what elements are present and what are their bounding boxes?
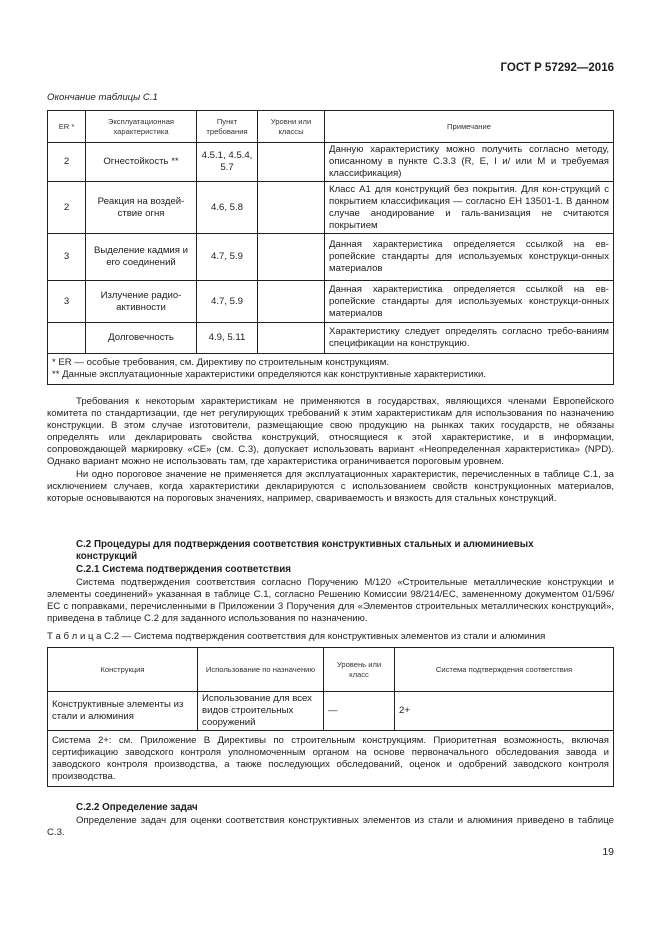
header-levels: Уровни или классы (258, 111, 325, 143)
punkt-cell: 4.7, 5.9 (197, 281, 258, 323)
system-cell: 2+ (395, 692, 614, 731)
levels-cell (258, 143, 325, 182)
table1-caption: Окончание таблицы С.1 (47, 92, 158, 103)
header-construction: Конструкция (48, 648, 198, 692)
header-er: ER * (48, 111, 86, 143)
er-cell: 2 (48, 143, 86, 182)
paragraph: Ни одно пороговое значение не применяется для эксплуатационных характеристик, перечисленных в таблице С.1, за исключением случаев, когда характеристики декларируются с использованием свойств конструкционных материалов, которые основываются на пороговых значениях, например, свариваемость и вязкость для стальных конструкций. (47, 468, 614, 504)
header-usage: Использование по назначению (198, 648, 324, 692)
paragraph: Определение задач для оценки соответствия конструктивных элементов из стали и алюминия приведено в таблице С.3. (47, 815, 614, 839)
header-system: Система подтверждения соответствия (395, 648, 614, 692)
table-row (48, 234, 614, 281)
document-id: ГОСТ Р 57292—2016 (500, 62, 614, 74)
section-c2-heading: С.2 Процедуры для подтверждения соответствия конструктивных стальных и алюминиевых конструкций (76, 539, 534, 562)
section-c21-heading: С.2.1 Система подтверждения соответствия (76, 564, 291, 575)
table-c1 (47, 110, 614, 385)
table-header-row (48, 648, 614, 692)
er-cell (48, 323, 86, 354)
table-row (48, 323, 614, 354)
table2-caption-text: — Система подтверждения соответствия для конструктивных элементов из стали и алюминия (119, 631, 546, 642)
table-c2 (47, 647, 614, 787)
table-footnotes (48, 354, 614, 385)
table2-caption-prefix: Т а б л и ц а С.2 (47, 631, 120, 642)
punkt-cell: 4.6, 5.8 (197, 182, 258, 234)
note-cell: Класс А1 для конструкций без покрытия. Для кон-струкций с покрытием классификация — согласно ЕН 13501-1. В данном случае анодирование и галь-ванизация не считаются покрытием (325, 182, 614, 234)
er-cell: 2 (48, 182, 86, 234)
table2-note: Система 2+: см. Приложение В Директивы по строительным конструкциям. Приоритетная возможность, включая сертификацию заводского контроля уполномоченным органом на основе первоначального обследования завода и заводского контроля производства, а также последующих обследований, оценок и одобрений заводского контроля производства. (48, 731, 614, 787)
characteristic-cell: Реакция на воздей-ствие огня (86, 182, 197, 234)
paragraph: Требования к некоторым характеристикам не применяются в государствах, являющихся членами Европейского комитета по стандартизации, где нет регулирующих требований к этим характеристикам для использования по назначению конструкции. В этом случае изготовители, размещающие свою продукцию на рынках таких государств, не обязаны определять или декларировать свойства конструкций, относящиеся к этой характеристике, и в информации, сопровождающей маркировку «СЕ» (см. С.3), допускает использовать вариант «Неопределенная характеристика» (NPD). Однако вариант можно не использовать там, где характеристика ограничивается пороговым уровнем. (47, 396, 614, 468)
characteristic-cell: Долговечность (86, 323, 197, 354)
table-row (48, 281, 614, 323)
footnote-er: * ER — особые требования, см. Директиву по строительным конструкциям. (52, 357, 390, 368)
levels-cell (258, 281, 325, 323)
punkt-cell: 4.5.1, 4.5.4, 5.7 (197, 143, 258, 182)
construction-cell: Конструктивные элементы из стали и алюминия (48, 692, 198, 731)
table-row (48, 692, 614, 731)
page-number: 19 (602, 846, 614, 858)
levels-cell (258, 234, 325, 281)
section-c22-body (47, 815, 614, 839)
levels-cell (258, 182, 325, 234)
note-cell: Данная характеристика определяется ссылкой на ев-ропейские стандарты для используемых конструкци-онных материалов (325, 281, 614, 323)
footnote-characteristics: ** Данные эксплуатационные характеристики определяются как конструктивные характеристики. (52, 369, 486, 380)
header-punkt: Пункт требования (197, 111, 258, 143)
note-cell: Характеристику следует определять согласно требо-ваниям спецификации на конструкцию. (325, 323, 614, 354)
er-cell: 3 (48, 234, 86, 281)
table-row (48, 143, 614, 182)
table-note-row (48, 731, 614, 787)
characteristic-cell: Огнестойкость ** (86, 143, 197, 182)
table-header-row (48, 111, 614, 143)
note-cell: Данная характеристика определяется ссылкой на ев-ропейские стандарты для используемых конструкци-онных материалов (325, 234, 614, 281)
header-note: Примечание (325, 111, 614, 143)
level-cell: — (324, 692, 395, 731)
header-characteristic: Эксплуатационная характеристика (86, 111, 197, 143)
section-c22-heading: С.2.2 Определение задач (76, 802, 198, 813)
note-cell: Данную характеристику можно получить согласно методу, описанному в пункте С.3.3 (R, E, I и/ или M и требуемая классификация) (325, 143, 614, 182)
table-row (48, 182, 614, 234)
punkt-cell: 4.9, 5.11 (197, 323, 258, 354)
paragraph: Система подтверждения соответствия согласно Поручению М/120 «Строительные металлические конструкции и элементы соединений» указанная в таблице С.1, согласно Решению Комиссии 98/214/ЕС, замененному документом 01/596/ЕС с поправками, перечисленными в Приложении 3 Поручения для «Элементов строительных металлических конструкций», приведена в таблице С.2 для заданного использования по назначению. (47, 577, 614, 625)
characteristic-cell: Выделение кадмия и его соединений (86, 234, 197, 281)
section-c21-body (47, 577, 614, 625)
levels-cell (258, 323, 325, 354)
characteristic-cell: Излучение радио-активности (86, 281, 197, 323)
header-level: Уровень или класс (324, 648, 395, 692)
usage-cell: Использование для всех видов строительных сооружений (198, 692, 324, 731)
body-text (47, 396, 614, 505)
er-cell: 3 (48, 281, 86, 323)
punkt-cell: 4.7, 5.9 (197, 234, 258, 281)
table2-caption (47, 631, 545, 642)
